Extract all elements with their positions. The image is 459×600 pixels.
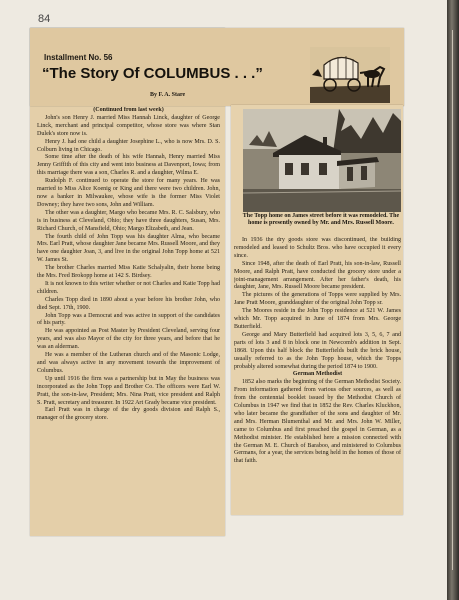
- binder-spine: [447, 0, 459, 600]
- paragraph: He was a member of the Lutheran church and of the Masonic Lodge, and was always active in any movement towards the improvement of Columbus.: [37, 352, 220, 374]
- topp-home-photo: [243, 109, 401, 212]
- paragraph: The fourth child of John Topp was his daughter Alma, who became Mrs. Earl Pratt, whose daughter Jane became Mrs. Russell Moore, and they have one daughter Joan, 3, and live in the original John Topp home at 521 W. James St.: [37, 233, 220, 264]
- paragraph: John's son Henry J. married Miss Hannah Linck, daughter of George Linck, merchant and principal competitor, whose store was where Stan Dulek's store now is.: [37, 114, 220, 137]
- paragraph: It is not known to this writer whether or not Charles and Katie Topp had children.: [37, 280, 220, 295]
- article-byline: By F. A. Stare: [150, 92, 186, 98]
- paragraph: Rudolph F. continued to operate the store for many years. He was married to Miss Alice Koenig or King and there were two children. John, now a banker in Milwaukee, whose wife is the former Miss Violet Downey; they have two sons, John and William.: [37, 178, 220, 208]
- paragraph: Up until 1916 the firm was a partnership but in May the business was incorporated as the John Topp and Brother Co. The officers were Earl W. Pratt, the son-in-law, President; Mrs. Nina Pratt, vice president and Ralph S. Pratt, secretary and treasurer. In 1922 Art Grady became vice president.: [37, 375, 220, 406]
- paragraph: Charles Topp died in 1890 about a year before his brother John, who died Sept. 17th, 1900.: [37, 296, 220, 311]
- paragraph: 1852 also marks the beginning of the German Methodist Society. From information gathered from various other sources, as well as from the centennial booklet issued by the Methodist Church of Columbus in 1947 we find that in 1852 the Rev. Charles Kluckhon, who later became the grandfather of the sons and daughter of Mr. and Mrs. Herman Blumenthal and Mr. and Mrs. John W. Miller, came to Columbus and first preached the gospel in German, as a Methodist minister. He established here a mission connected with the German M. E. Church of Baraboo, and ministered to Columbus Germans, for a year, the services being held in the homes of those of that faith.: [234, 379, 401, 465]
- paragraph: Henry J. had one child a daughter Josephine L., who is now Mrs. D. S. Colburn living in Chicago.: [37, 138, 220, 153]
- paragraph: The Moores reside in the John Topp residence at 521 W. James which Mr. Topp acquired in June of 1874 from Mrs. George Butterfield.: [234, 308, 401, 330]
- paragraph: The brother Charles married Miss Katie Schalyalin, their home being the Mrs. Fred Brokopp home at 142 S. Birdsey.: [37, 265, 220, 280]
- paragraph: The pictures of the generations of Topps were supplied by Mrs. Jane Pratt Moore, granddaughter of the original John Topp sr.: [234, 292, 401, 307]
- paragraph: George and Mary Butterfield had acquired lots 3, 5, 6, 7 and parts of lots 3 and 8 in block one in Newcomb's addition in Sept. 1868. Upon this half block the Butterfields built the brick house, usually referred to as the John Topp house, which the Topps probably altered somewhat during the period 1874 to 1900.: [234, 331, 401, 370]
- paragraph: John Topp was a Democrat and was active in support of the candidates of his party.: [37, 312, 220, 327]
- paragraph: In 1936 the dry goods store was discontinued, the building remodeled and leased to Schultz Bros. who have occupied it every since.: [234, 237, 401, 259]
- paragraph: Earl Pratt was in charge of the dry goods division and Ralph S., manager of the grocery store.: [37, 407, 220, 422]
- paragraph: Some time after the death of his wife Hannah, Henry married Miss Jenny Griffith of this city and went into business at Davenport, Iowa; from this marriage there was a son, Charles R. and a daughter, Wilma E.: [37, 154, 220, 177]
- paragraph: The other was a daughter, Margo who became Mrs. R. C. Salsbury, who is in business at Cleveland, Ohio; they have three daughters, Susan, Mrs. Richard Church, of Mansfield, Ohio; Margo Elizabeth, and Jean.: [37, 209, 220, 232]
- continued-note: (Continued from last week): [93, 107, 164, 113]
- article-left-column: [37, 107, 220, 532]
- paragraph: Since 1948, after the death of Earl Pratt, his son-in-law, Russell Moore, and Ralph Pratt, have conducted the grocery store under a joint-management arrangement. After her father's death, his daughter, Jane, Mrs. Russell Moore became president.: [234, 260, 401, 291]
- installment-label: Installment No. 56: [44, 53, 113, 62]
- article-right-column: [234, 237, 401, 512]
- page-number: 84: [38, 13, 51, 25]
- pioneer-wagon-illustration: [310, 47, 390, 103]
- photo-caption: The Topp home on James street before it was remodeled. The home is presently owned by Mr. and Mrs. Russell Moore.: [242, 213, 400, 227]
- section-subheading: German Methodist: [292, 371, 343, 378]
- article-title: “The Story Of COLUMBUS . . .”: [42, 65, 263, 82]
- paragraph: He was appointed as Post Master by President Cleveland, serving four years, and was also Mayor of the city for three years, and before that he was an alderman.: [37, 328, 220, 351]
